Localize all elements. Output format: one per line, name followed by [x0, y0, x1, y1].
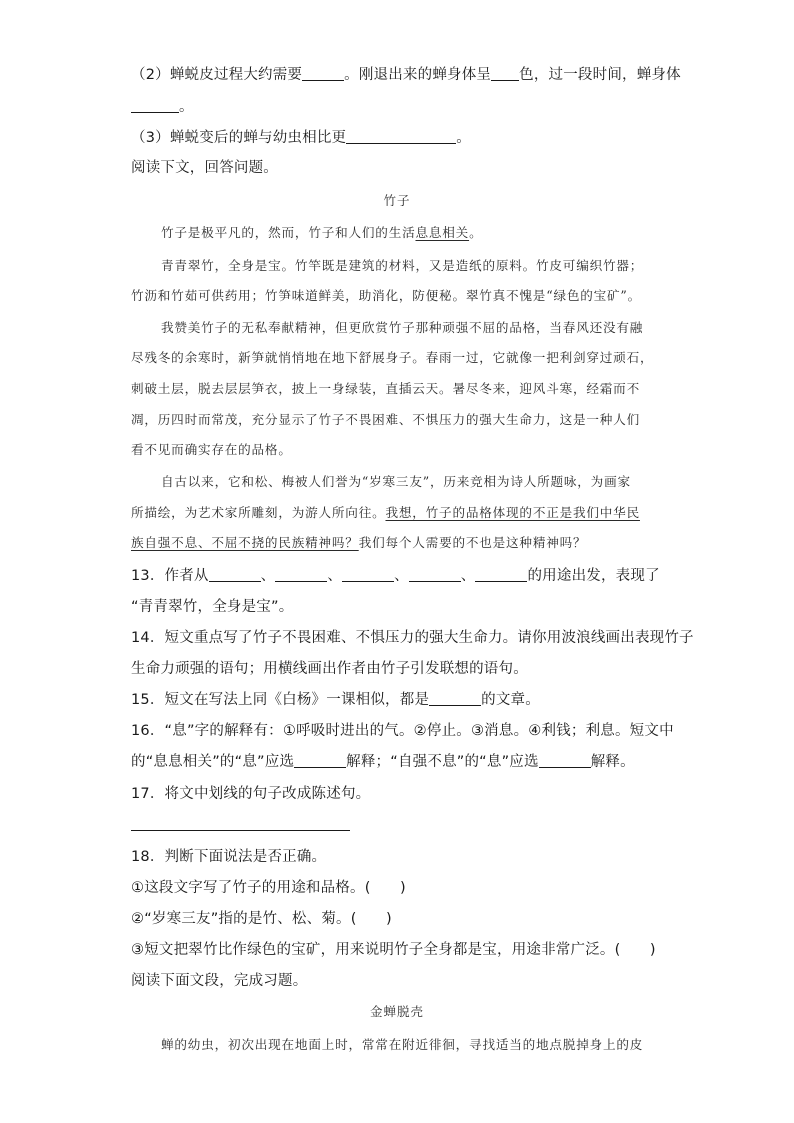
question-2-line-2: 。 — [131, 96, 194, 118]
answer-blank[interactable] — [475, 566, 527, 582]
reading-prompt: 阅读下面文段，完成习题。 — [131, 973, 308, 989]
answer-blank[interactable] — [209, 566, 261, 582]
question-13-line-2: “青青翠竹，全身是宝”。 — [131, 599, 294, 615]
reading-prompt: 阅读下文，回答问题。 — [131, 160, 278, 176]
question-18: 18．判断下面说法是否正确。 — [131, 849, 327, 865]
passage-line: 竹沥和竹茹可供药用；竹笋味道鲜美，助消化，防便秘。翠竹真不愧是“绿色的宝矿”。 — [131, 288, 642, 303]
passage-title: 金蝉脱壳 — [369, 1004, 424, 1019]
answer-line[interactable] — [131, 830, 350, 831]
passage-line: 所描绘，为艺术家所雕刻，为游人所向往。我想，竹子的品格体现的不正是我们中华民 — [131, 505, 640, 520]
answer-blank[interactable] — [346, 128, 456, 144]
passage-line: 凋，历四时而常茂，充分显示了竹子不畏困难、不惧压力的强大生命力，这是一种人们 — [131, 412, 640, 427]
judgement-item: ①这段文字写了竹子的用途和品格。( ) — [131, 880, 406, 896]
passage-line: 刺破土层，脱去层层笋衣，披上一身绿装，直插云天。暑尽冬来，迎风斗寒，经霜而不 — [131, 381, 640, 396]
question-14-line-2: 生命力顽强的语句；用横线画出作者由竹子引发联想的语句。 — [131, 661, 528, 677]
question-16-line-2: 的“息息相关”的“息”应选 解释；“自强不息”的“息”应选 解释。 — [131, 754, 635, 770]
passage-line: 我赞美竹子的无私奉献精神，但更欣赏竹子那种顽强不屈的品格，当春风还没有融 — [161, 320, 644, 335]
question-14: 14．短文重点写了竹子不畏困难、不惧压力的强大生命力。请你用波浪线画出表现竹子 — [131, 630, 694, 646]
answer-blank[interactable] — [342, 566, 394, 582]
passage-line: 族自强不息、不屈不挠的民族精神吗？我们每个人需要的不也是这种精神吗？ — [131, 535, 587, 550]
question-3: （3）蝉蜕变后的蝉与幼虫相比更 。 — [131, 130, 471, 146]
underlined-sentence: 族自强不息、不屈不挠的民族精神吗？ — [131, 535, 359, 550]
answer-blank[interactable] — [302, 65, 344, 81]
question-16: 16．“息”字的解释有：①呼吸时进出的气。②停止。③消息。④利钱；利息。短文中 — [131, 723, 674, 739]
question-2-line-1: （2）蝉蜕皮过程大约需要 。刚退出来的蝉身体呈 色，过一段时间，蝉身体 — [131, 67, 681, 83]
passage-line: 蝉的幼虫，初次出现在地面上时，常常在附近徘徊，寻找适当的地点脱掉身上的皮 — [161, 1037, 644, 1052]
question-17: 17．将文中划线的句子改成陈述句。 — [131, 786, 371, 802]
answer-blank[interactable] — [539, 752, 591, 768]
passage-line: 尽残冬的余寒时，新笋就悄悄地在地下舒展身子。春雨一过，它就像一把利剑穿过顽石， — [131, 350, 654, 365]
answer-blank[interactable] — [294, 752, 346, 768]
judgement-item: ②“岁寒三友”指的是竹、松、菊。( ) — [131, 911, 392, 927]
question-15: 15．短文在写法上同《白杨》一课相似，都是 的文章。 — [131, 692, 540, 708]
judgement-item: ③短文把翠竹比作绿色的宝矿，用来说明竹子全身都是宝，用途非常广泛。( ) — [131, 942, 656, 958]
answer-blank[interactable] — [409, 566, 461, 582]
answer-blank[interactable] — [275, 566, 327, 582]
passage-title: 竹子 — [383, 193, 411, 208]
answer-blank[interactable] — [491, 65, 519, 81]
passage-line: 自古以来，它和松、梅被人们誉为“岁寒三友”，历来竞相为诗人所题咏，为画家 — [161, 474, 631, 489]
passage-paragraph-1: 竹子是极平凡的，然而，竹子和人们的生活息息相关。 — [161, 225, 483, 240]
answer-blank[interactable] — [131, 97, 179, 113]
answer-blank[interactable] — [429, 690, 481, 706]
passage-line: 看不见而确实存在的品格。 — [131, 442, 292, 457]
passage-line: 青青翠竹，全身是宝。竹竿既是建筑的材料，又是造纸的原料。竹皮可编织竹器； — [161, 258, 644, 273]
underlined-sentence: 我想，竹子的品格体现的不正是我们中华民 — [385, 505, 640, 520]
question-13: 13．作者从 、 、 、 、 的用途出发，表现了 — [131, 568, 660, 584]
